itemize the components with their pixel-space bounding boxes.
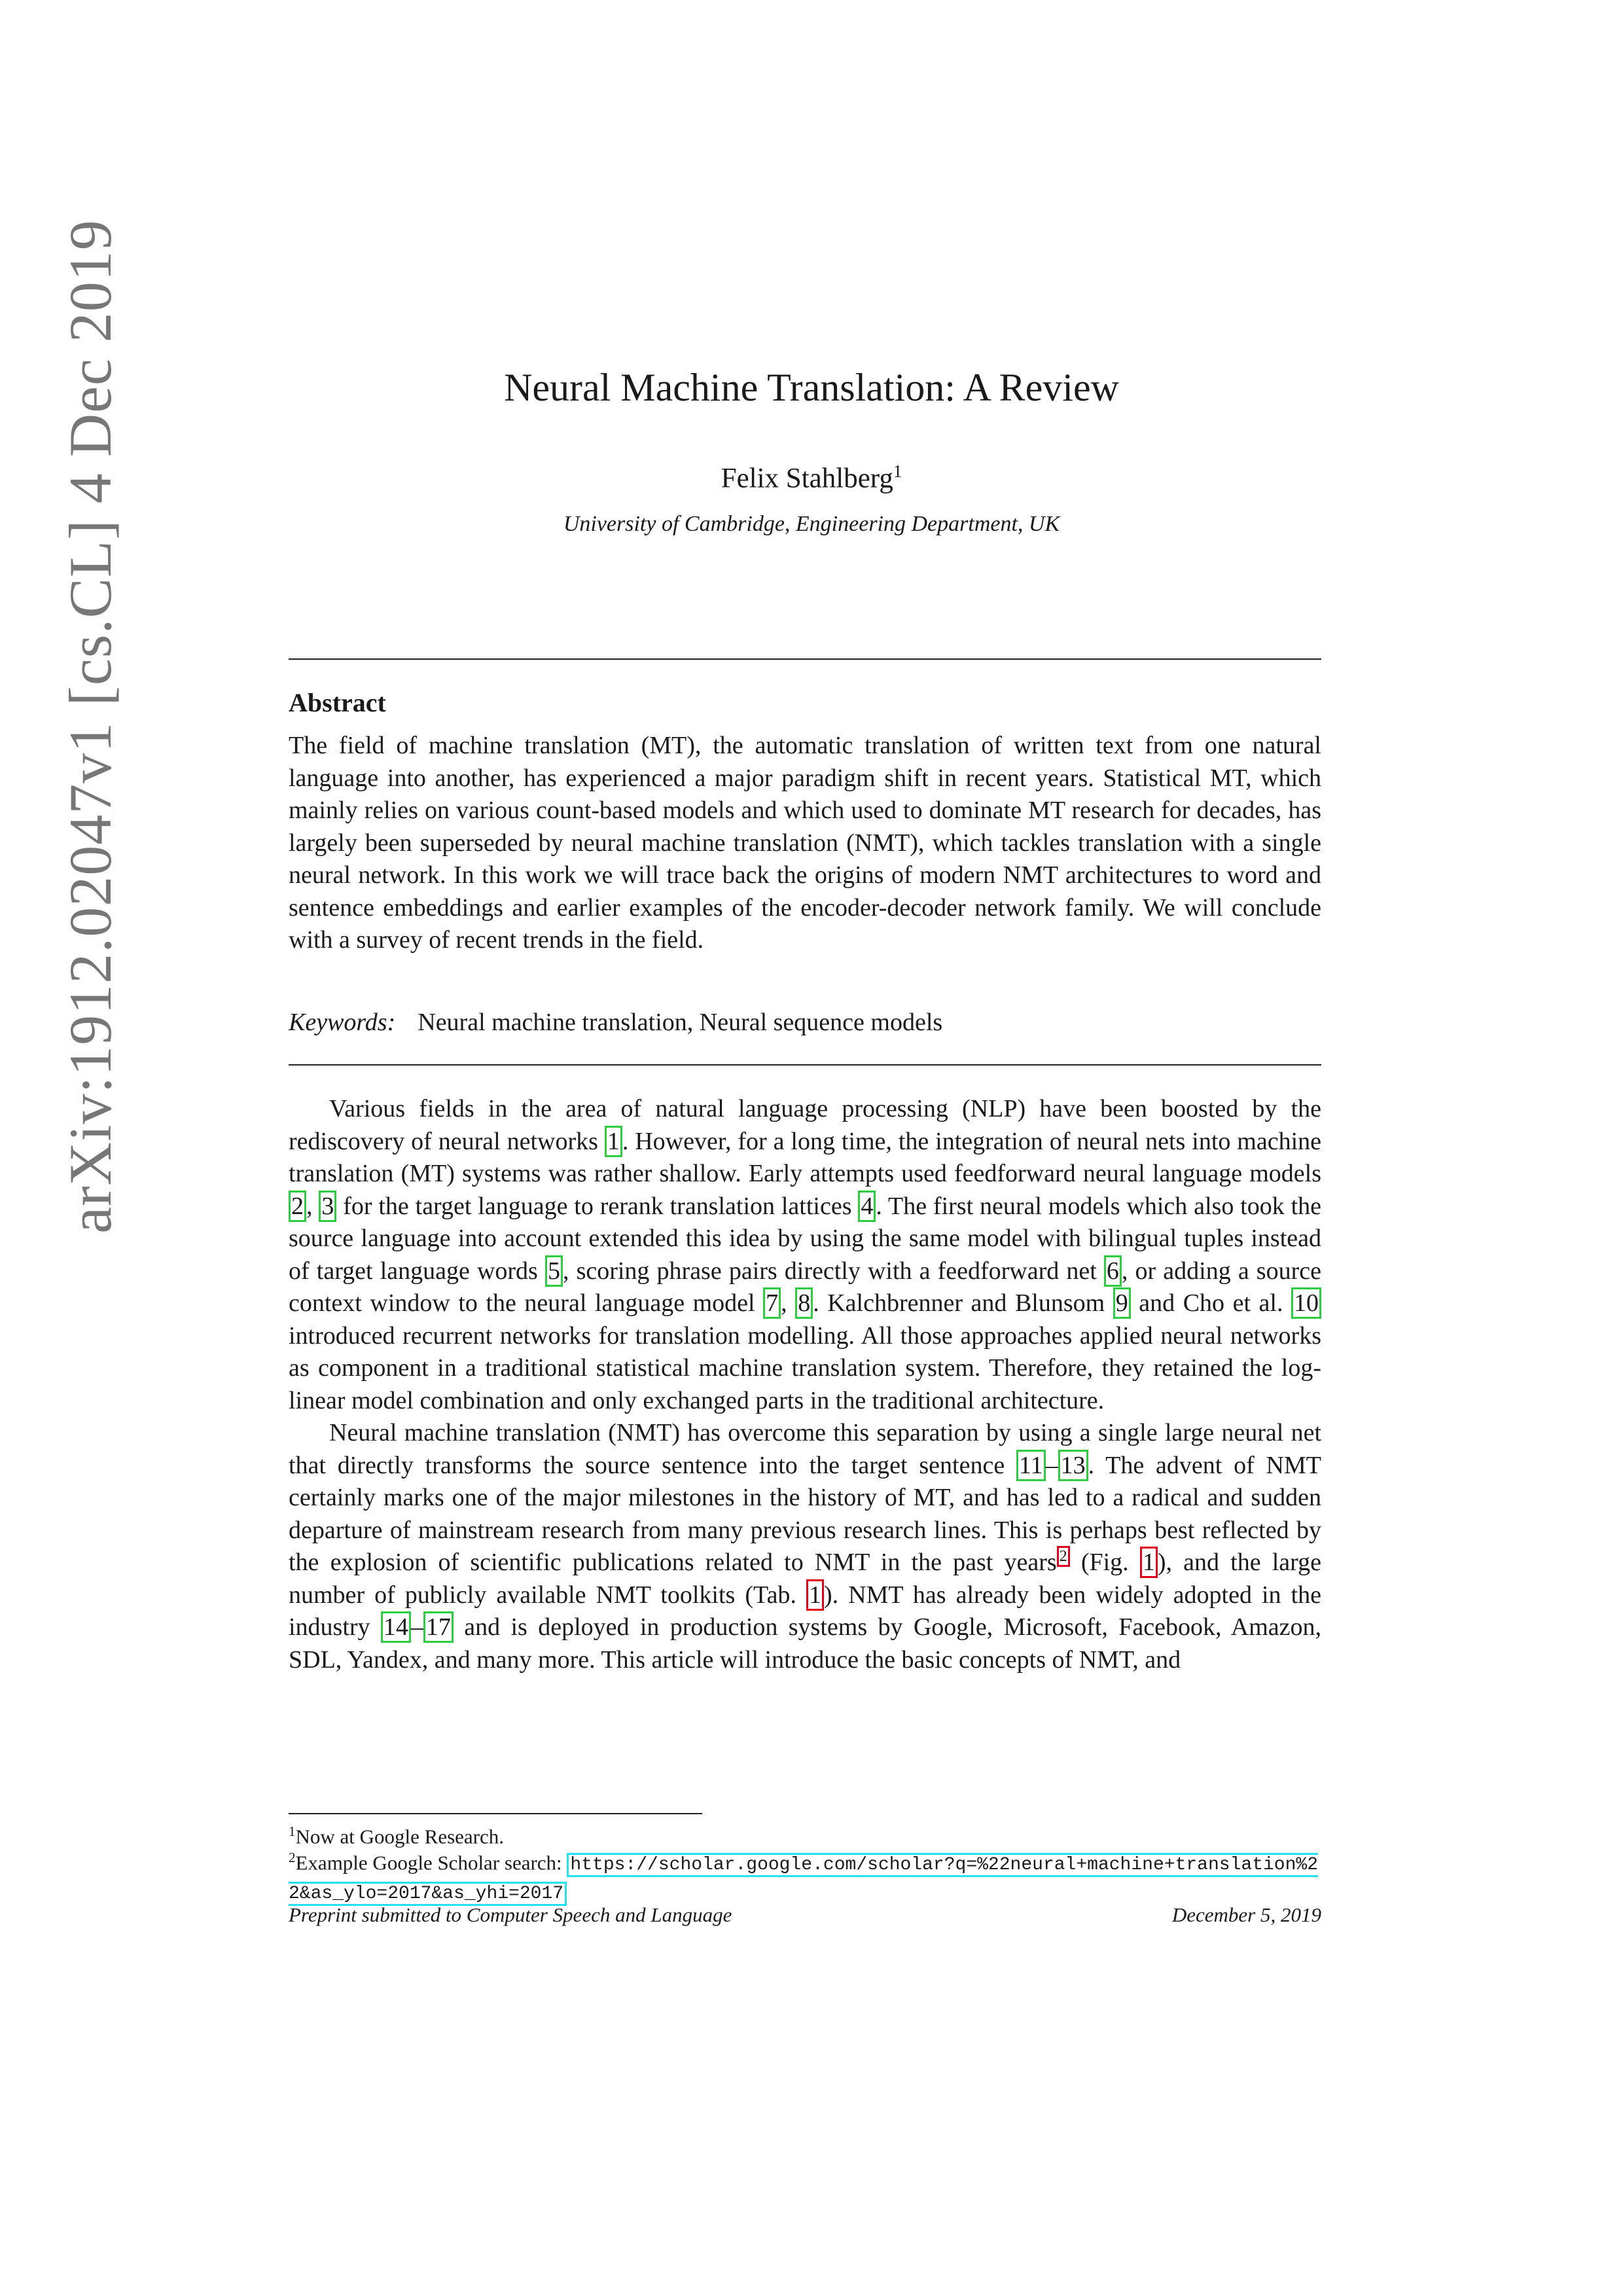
author-name: Felix Stahlberg [721,463,893,494]
abstract-heading: Abstract [289,688,386,717]
citation-link[interactable]: 7 [763,1287,781,1319]
paragraph-1: Various fields in the area of natural language processing (NLP) have been boosted by the rediscovery of neural networks 1 . However, for a long time, the integration of neural nets into machine translation (MT) systems was rather shallow. Early attempts used feedforward neural language models 2 , 3 for the target language to rerank translation lattices 4 . The first neural models which also took the source language into account extended this idea by using the same model with bilingual tuples instead of target language words 5 , scoring phrase pairs directly with a feedforward net 6 , or adding a source context window to the neural language model 7 , 8 . Kalchbrenner and Blunsom 9 and Cho et al. 10 introduced recurrent networks for translation modelling. All those approaches applied neural networks as component in a traditional statistical machine translation system. Therefore, they retained the log-linear model combination and only exchanged parts in the traditional architecture. [289,1095,1321,1414]
abstract-text: The field of machine translation (MT), the automatic translation of written text from one natural language into another, has experienced a major paradigm shift in recent years. Statistical MT, which mainly relies on various count-based models and which used to dominate MT research for decades, has largely been superseded by neural machine translation (NMT), which tackles translation with a single neural network. In this work we will trace back the origins of modern NMT architectures to word and sentence embeddings and earlier examples of the encoder-decoder network family. We will conclude with a survey of recent trends in the field. [289,732,1321,954]
citation-link[interactable]: 14 [381,1611,411,1643]
author-affiliation-mark: 1 [893,461,902,481]
citation-link[interactable]: 5 [545,1255,563,1287]
citation-link[interactable]: 11 [1016,1450,1046,1481]
citation-link[interactable]: 10 [1291,1287,1321,1319]
footnote-1: $^1$Now at Google Research. [289,1823,505,1848]
paragraph-2: Neural machine translation (NMT) has overcome this separation by using a single large neural net that directly transforms the source sentence into the target sentence 11 – 13 . The advent of NMT certainly marks one of the major milestones in the history of MT, and has led to a radical and sudden departure of mainstream research from many previous research lines. This is perhaps best reflected by the explosion of scientific publications related to NMT in the past years $^2$ (Fig. 1 ), and the large number of publicly available NMT toolkits (Tab. 1 ). NMT has already been widely adopted in the industry 14 – 17 and is deployed in production systems by Google, Microsoft, Facebook, Amazon, SDL, Yandex, and many more. This article will introduce the basic concepts of NMT, and [289,1419,1322,1674]
citation-link[interactable]: 4 [858,1191,876,1222]
keywords-label: Keywords: [289,1009,396,1036]
footer-journal: Preprint submitted to Computer Speech and Language [289,1903,732,1926]
body-text [289,1093,1321,1676]
page-footer [289,1903,1321,1927]
citation-link[interactable]: 2 [289,1191,306,1222]
keywords [289,1008,942,1037]
citation-link[interactable]: 6 [1104,1255,1122,1287]
abstract-bottom-rule [289,1064,1321,1066]
citation-link[interactable]: 13 [1058,1450,1088,1481]
scholar-search-link[interactable]: https://scholar.google.com/scholar?q=%22neural+machine+translation%22&as_ylo=2017&as_yhi=2017 [289,1853,1318,1906]
footnote-link[interactable]: 2 [1057,1546,1070,1567]
affiliation: University of Cambridge, Engineering Department, UK [563,512,1060,536]
arxiv-identifier-stamp: arXiv:1912.02047v1 [cs.CL] 4 Dec 2019 [57,219,124,1234]
footer-date: December 5, 2019 [1171,1903,1321,1926]
citation-link[interactable]: 8 [795,1287,813,1319]
figure-link[interactable]: 1 [1140,1547,1158,1578]
footnote-2: $^2$Example Google Scholar search: https://scholar.google.com/scholar?q=%22neural+machine+translation%22&as_ylo=2017&as_yhi=2017 [289,1844,1321,1907]
citation-link[interactable]: 9 [1113,1287,1131,1319]
citation-link[interactable]: 1 [605,1126,622,1157]
paper-title: Neural Machine Translation: A Review [504,366,1119,409]
keywords-text: Neural machine translation, Neural sequence models [418,1009,943,1036]
citation-link[interactable]: 17 [423,1611,454,1643]
table-link[interactable]: 1 [806,1579,824,1611]
citation-link[interactable]: 3 [319,1191,336,1222]
author [288,461,1335,494]
footnote-rule [289,1813,702,1814]
abstract-top-rule [289,658,1321,660]
